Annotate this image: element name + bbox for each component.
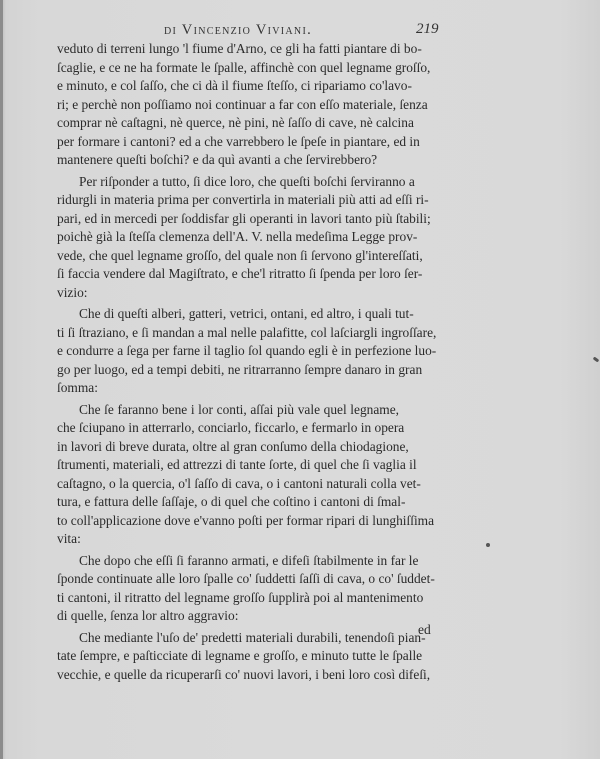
text-line: ti cantoni, il ritratto del legname groſſo ſupplirà poi al mantenimento <box>57 589 424 605</box>
text-line: Per riſponder a tutto, ſi dice loro, che queſti boſchi ſerviranno a <box>79 173 415 189</box>
text-line: Che di queſti alberi, gatteri, vetrici, ontani, ed altro, i quali tut- <box>79 306 414 321</box>
text-line: ridurgli in materia prima per convertirla in materiali più atti ad eſſi ri- <box>57 192 429 207</box>
text-line: veduto di terreni lungo 'l fiume d'Arno, ce gli ha fatti piantare di bo- <box>57 41 422 56</box>
paragraph <box>57 305 437 398</box>
text-line: poichè già la ſteſſa clemenza dell'A. V. nella medeſima Legge prov- <box>57 229 418 244</box>
text-line: Che mediante l'uſo de' predetti materiali durabili, tenendoſi pian- <box>79 629 426 645</box>
paragraph <box>57 629 431 685</box>
text-line: to coll'applicazione dove e'vanno poſti per formar ripari di lunghiſſima <box>57 512 435 528</box>
text-line: ſomma: <box>57 380 98 395</box>
text-line: che ſciupano in atterrarlo, conciarlo, ficcarlo, e fermarlo in opera <box>57 420 405 435</box>
text-line: ti ſi ſtraziano, e ſi mandan a mal nelle palafitte, col laſciargli ingroſſare, <box>57 324 437 340</box>
text-line: ſtrumenti, materiali, ed attrezzi di tante ſorte, di quel che ſi vaglia il <box>57 457 417 472</box>
paragraph <box>57 401 435 549</box>
paragraph <box>57 173 431 303</box>
text-line: tate ſempre, e paſticciate di legname e groſſo, e minuto tutte le ſpalle <box>57 648 423 663</box>
body-text <box>57 40 437 684</box>
paragraph <box>57 552 435 626</box>
ink-spot <box>593 357 600 363</box>
running-head <box>58 22 418 39</box>
text-line: vede, che quel legname groſſo, del quale non ſi ſervono gl'intereſſati, <box>57 247 423 263</box>
text-line: Che dopo che eſſi ſi faranno armati, e difeſi ſtabilmente in far le <box>79 552 419 568</box>
text-line: ri; e perchè non poſſiamo noi continuar a far con eſſo materiale, ſenza <box>57 96 428 112</box>
text-line: Che ſe faranno bene i lor conti, aſſai più vale quel legname, <box>79 401 399 417</box>
text-line: ſponde continuate alle loro ſpalle co' ſuddetti ſaſſi di cava, o co' ſuddet- <box>57 571 435 586</box>
running-title: di Vincenzio Viviani. <box>163 22 312 38</box>
text-line: mantenere queſti boſchi? e da quì avanti a che ſervirebbero? <box>57 152 378 167</box>
text-line: e condurre a ſega per farne il taglio ſol quando egli è in perfezione luo- <box>57 343 437 358</box>
ink-spot <box>486 543 490 547</box>
text-line: pari, ed in mercedi per ſoddisfar gli operanti in lavori tanto più ſtabili; <box>57 210 431 226</box>
page-edge <box>0 0 3 759</box>
text-line: ſi faccia vendere dal Magiſtrato, e che'l ritratto ſi ſpenda per loro ſer- <box>57 266 423 281</box>
text-line: e minuto, e col ſaſſo, che ci dà il fiume ſteſſo, ci ripariamo co'lavo- <box>57 78 412 93</box>
text-line: vita: <box>57 531 81 546</box>
text-line: vizio: <box>57 284 88 300</box>
text-line: go per luogo, ed a tempi debiti, ne ritrarranno ſempre danaro in gran <box>57 361 423 377</box>
catchword: ed <box>418 622 431 637</box>
paragraph <box>57 40 431 170</box>
text-line: in lavori di breve durata, oltre al gran conſumo della chiodagione, <box>57 438 409 454</box>
text-line: per formare i cantoni? ed a che varrebbero le ſpeſe in piantare, ed in <box>57 133 420 149</box>
text-line: di quelle, ſenza lor altro aggravio: <box>57 608 239 623</box>
text-line: tura, e fattura delle ſaſſaje, o di quel che coſtino i cantoni di ſmal- <box>57 494 406 509</box>
text-line: vecchie, e quelle da ricuperarſi co' nuovi lavori, i beni loro così difeſi, <box>57 666 431 682</box>
text-line: comprar nè caſtagni, nè querce, nè pini, nè ſaſſo di cave, nè calcina <box>57 115 414 130</box>
text-line: ſcaglie, e ce ne ha formate le ſpalle, affinchè con quel legname groſſo, <box>57 59 431 75</box>
text-line: caſtagno, o la quercia, o'l ſaſſo di cava, o i cantoni naturali colla vet- <box>57 475 421 491</box>
page-number: 219 <box>416 21 439 37</box>
